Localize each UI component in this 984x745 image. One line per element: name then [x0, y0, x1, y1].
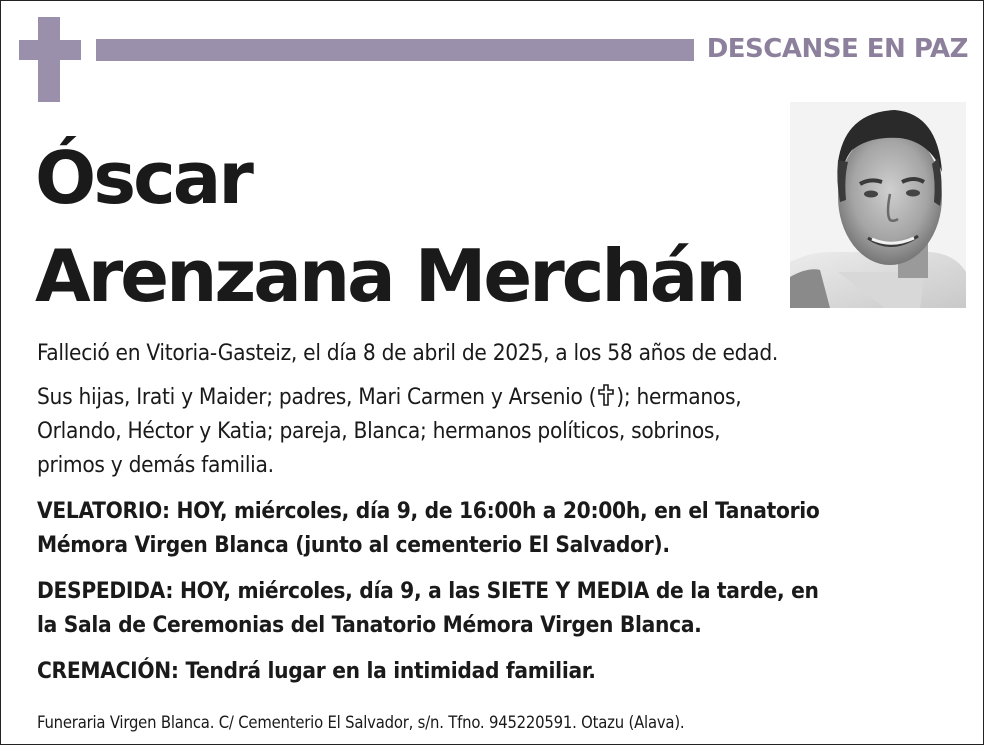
despedida-line-1: DESPEDIDA: HOY, miércoles, día 9, a las SIETE Y MEDIA de la tarde, en	[37, 578, 819, 604]
cross-icon	[19, 17, 81, 102]
family-line-2: Orlando, Héctor y Katia; pareja, Blanca; hermanos políticos, sobrinos,	[37, 418, 721, 444]
header-bar	[96, 39, 694, 61]
death-notice	[37, 336, 957, 370]
family-paragraph	[37, 380, 957, 482]
deceased-first-name: Óscar	[35, 136, 251, 220]
family-line-3: primos y demás familia.	[37, 452, 274, 478]
small-cross-icon	[596, 383, 616, 407]
funeral-home-footer: Funeraria Virgen Blanca. C/ Cementerio El Salvador, s/n. Tfno. 945220591. Otazu (Alava).	[37, 713, 685, 732]
portrait-photo	[790, 102, 966, 308]
despedida-line-2: la Sala de Ceremonias del Tanatorio Mémora Virgen Blanca.	[37, 612, 702, 638]
velatorio-line-2: Mémora Virgen Blanca (junto al cementerio El Salvador).	[37, 532, 670, 558]
family-line-1: Sus hijas, Irati y Maider; padres, Mari Carmen y Arsenio ( ); hermanos,	[37, 384, 742, 410]
header-title: DESCANSE EN PAZ	[706, 34, 968, 64]
cremacion-line: CREMACIÓN: Tendrá lugar en la intimidad familiar.	[37, 658, 596, 684]
cremacion-paragraph	[37, 654, 957, 688]
velatorio-line-1: VELATORIO: HOY, miércoles, día 9, de 16:00h a 20:00h, en el Tanatorio	[37, 498, 820, 524]
deceased-surnames: Arenzana Merchán	[35, 234, 744, 318]
death-line: Falleció en Vitoria-Gasteiz, el día 8 de abril de 2025, a los 58 años de edad.	[37, 340, 778, 366]
despedida-paragraph	[37, 574, 957, 642]
velatorio-paragraph	[37, 494, 957, 562]
